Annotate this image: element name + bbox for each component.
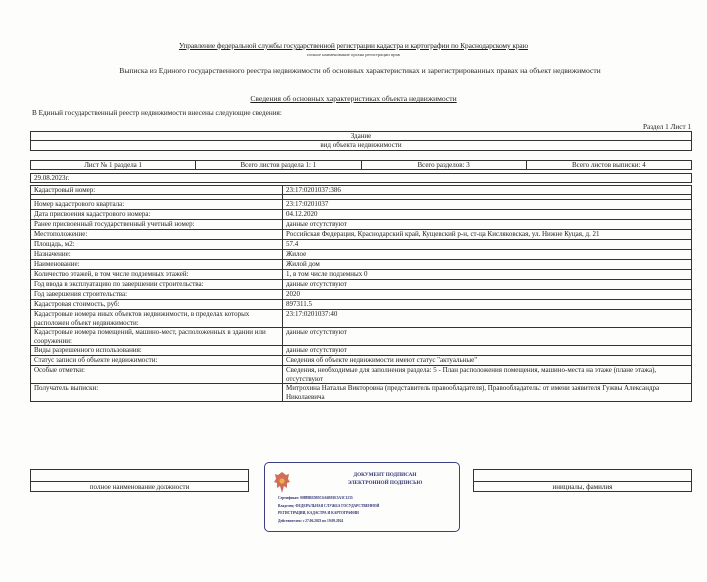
row-value: Жилой дом — [283, 260, 692, 270]
row-label: Назначение: — [31, 250, 283, 260]
table-row — [31, 240, 692, 250]
row-value: 04.12.2020 — [283, 210, 692, 220]
row-value: Митрохина Наталья Викторовна (представитель правообладателя), Правообладатель: от имени заявителя Гужвы Александра Николаевича — [283, 384, 692, 402]
page-number: Раздел 1 Лист 1 — [643, 123, 691, 131]
row-label: Дата присвоения кадастрового номера: — [31, 210, 283, 220]
extract-sheets-total: Всего листов выписки: 4 — [526, 161, 691, 170]
row-label: Местоположение: — [31, 230, 283, 240]
agency-name: Управление федеральной службы государственной регистрации кадастра и картографии по Краснодарскому краю — [178, 41, 529, 50]
row-label: Кадастровые номера помещений, машино-мест, расположенных в здании или сооружении: — [31, 328, 283, 346]
table-row — [31, 346, 692, 356]
sheet-info-table — [30, 160, 692, 170]
stamp-certificate: Сертификат: 00889B5D85C6A6B91E5A3C1235 — [278, 496, 353, 500]
row-label: Особые отметки: — [31, 366, 283, 384]
row-value: 897311.5 — [283, 300, 692, 310]
row-label: Получатель выписки: — [31, 384, 283, 402]
row-label: Количество этажей, в том числе подземных этажей: — [31, 270, 283, 280]
table-row — [31, 356, 692, 366]
table-row — [31, 260, 692, 270]
initials-caption: инициалы, фамилия — [473, 482, 691, 492]
row-value: данные отсутствуют — [283, 220, 692, 230]
electronic-signature-stamp — [264, 462, 460, 532]
table-row — [31, 366, 692, 384]
table-row — [31, 200, 692, 210]
table-row — [31, 290, 692, 300]
table-row — [31, 280, 692, 290]
row-value: данные отсутствуют — [283, 280, 692, 290]
row-label: Номер кадастрового квартала: — [31, 200, 283, 210]
table-row — [31, 310, 692, 328]
table-row — [31, 210, 692, 220]
row-label: Наименование: — [31, 260, 283, 270]
sections-total: Всего разделов: 3 — [361, 161, 526, 170]
date-table — [30, 173, 692, 183]
row-label: Год ввода в эксплуатацию по завершении строительства: — [31, 280, 283, 290]
row-label: Виды разрешенного использования: — [31, 346, 283, 356]
row-value: Жилое — [283, 250, 692, 260]
document-title: Выписка из Единого государственного реестра недвижимости об основных характеристиках и зарегистрированных правах на объект недвижимости — [119, 66, 601, 75]
stamp-owner-2: РЕГИСТРАЦИИ, КАДАСТРА И КАРТОГРАФИИ — [278, 511, 359, 515]
table-row — [31, 328, 692, 346]
position-caption: полное наименование должности — [31, 482, 249, 492]
table-row — [31, 270, 692, 280]
coat-of-arms-icon — [272, 471, 292, 495]
stamp-title-2: ЭЛЕКТРОННОЙ ПОДПИСЬЮ — [347, 480, 423, 486]
object-type-caption: вид объекта недвижимости — [31, 141, 692, 150]
row-label: Кадастровая стоимость, руб: — [31, 300, 283, 310]
table-row — [31, 300, 692, 310]
row-label: Площадь, м2: — [31, 240, 283, 250]
table-row — [31, 186, 692, 195]
object-type: Здание — [31, 132, 692, 141]
row-value: 2020 — [283, 290, 692, 300]
row-value: 23:17:0201037 — [283, 200, 692, 210]
table-row — [31, 230, 692, 240]
row-value: данные отсутствуют — [283, 346, 692, 356]
table-row — [31, 384, 692, 402]
table-row — [31, 250, 692, 260]
row-value: Сведения об объекте недвижимости имеют статус "актуальные" — [283, 356, 692, 366]
section-title: Сведения об основных характеристиках объекта недвижимости — [250, 94, 457, 103]
row-value: 1, в том числе подземных 0 — [283, 270, 692, 280]
section-intro: В Единый государственный реестр недвижимости внесены следующие сведения: — [32, 109, 282, 117]
row-value: Сведения, необходимые для заполнения раздела: 5 - План расположения помещения, машино-места на этаже (плане этажа), отсутствуют — [283, 366, 692, 384]
extract-date: 29.08.2023г. — [31, 174, 692, 183]
row-value: Российская Федерация, Краснодарский край, Кущевский р-н, ст-ца Кисляковская, ул. Нижне Куцая, д. 21 — [283, 230, 692, 240]
table-row — [31, 220, 692, 230]
row-value: данные отсутствуют — [283, 328, 692, 346]
row-label: Ранее присвоенный государственный учетный номер: — [31, 220, 283, 230]
characteristics-table — [30, 185, 692, 402]
row-label: Год завершения строительства: — [31, 290, 283, 300]
row-value: 23:17:0201037:40 — [283, 310, 692, 328]
sheets-total: Всего листов раздела 1: 1 — [196, 161, 361, 170]
stamp-title-1: ДОКУМЕНТ ПОДПИСАН — [353, 472, 417, 478]
object-type-table — [30, 131, 692, 151]
stamp-validity: Действителен: с 27.06.2023 по 19.09.2024 — [278, 519, 344, 523]
row-label: Статус записи об объекте недвижимости: — [31, 356, 283, 366]
sheet-number: Лист № 1 раздела 1 — [31, 161, 196, 170]
cadastral-number-value: 23:17:0201037:386 — [283, 186, 692, 195]
row-label: Кадастровые номера иных объектов недвижимости, в пределах которых расположен объект недвижимости: — [31, 310, 283, 328]
agency-caption: полное наименование органа регистрации прав — [307, 52, 400, 57]
cadastral-number-label: Кадастровый номер: — [31, 186, 283, 195]
stamp-owner-1: Владелец: ФЕДЕРАЛЬНАЯ СЛУЖБА ГОСУДАРСТВЕННОЙ — [278, 504, 380, 508]
row-value: 57.4 — [283, 240, 692, 250]
